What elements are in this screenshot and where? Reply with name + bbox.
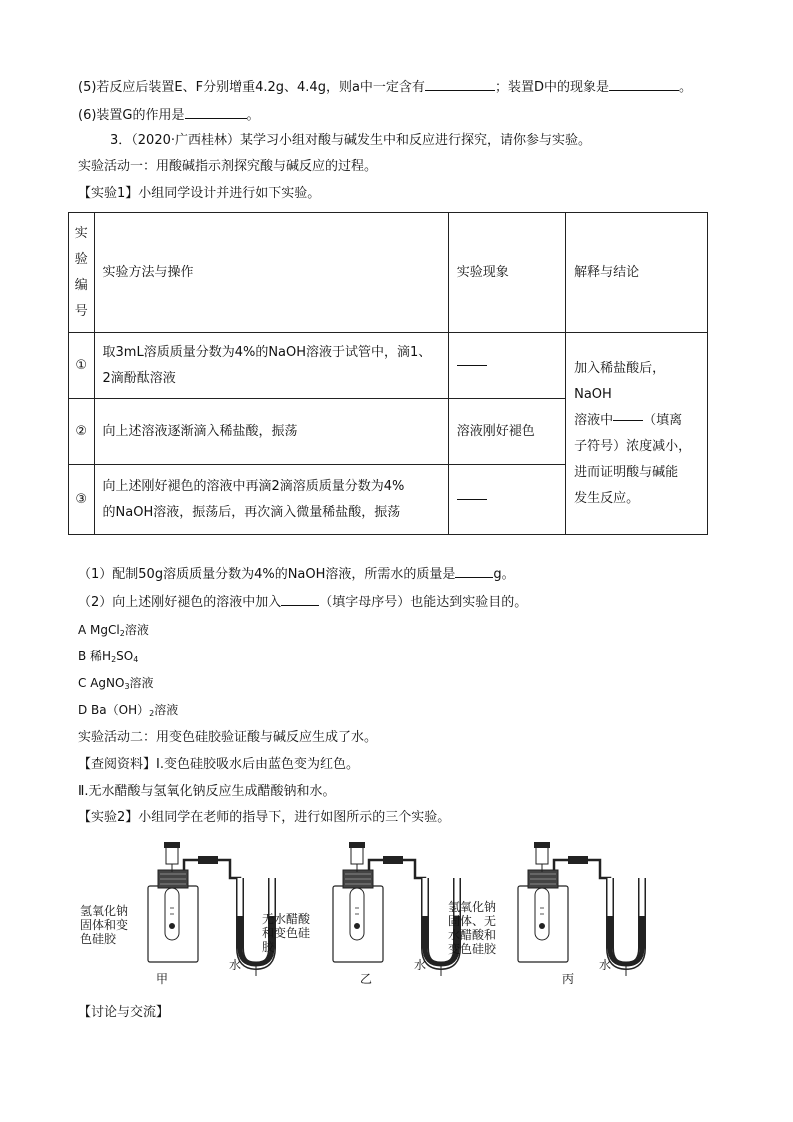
option-a[interactable]: A MgCl$_2$溶液	[78, 623, 149, 638]
label-line: 水醋酸和	[448, 928, 497, 942]
conclusion-line: 发生反应。	[574, 490, 640, 506]
row-number: ①	[69, 333, 95, 399]
experiment-2-title: 【实验2】小组同学在老师的指导下，进行如图所示的三个实验。	[78, 810, 451, 825]
answer-blank[interactable]	[281, 591, 319, 606]
water-label: 水	[229, 958, 242, 972]
reference-info-1: 【查阅资料】Ⅰ.变色硅胶吸水后由蓝色变为红色。	[78, 757, 359, 772]
apparatus-figure	[60, 838, 680, 988]
question-5: (5)若反应后装置E、F分别增重4.2g、4.4g，则a中一定含有 ；装置D中的现象是 。	[78, 76, 692, 98]
row-number: ③	[69, 465, 95, 535]
header-conclusion: 解释与结论	[566, 213, 708, 333]
problem-3-title: 3．（2020·广西桂林）某学习小组对酸与碱发生中和反应进行探究，请你参与实验。	[110, 133, 591, 148]
apparatus-drawing	[60, 838, 680, 988]
method-line: 向上述刚好褪色的溶液中再滴2滴溶质质量分数为4%	[102, 478, 405, 494]
reference-info-2: Ⅱ.无水醋酸与氢氧化钠反应生成醋酸钠和水。	[78, 784, 336, 799]
answer-blank[interactable]	[457, 499, 487, 500]
question-6: (6)装置G的作用是 。	[78, 104, 260, 126]
row-number: ②	[69, 399, 95, 465]
setup-yi-label	[262, 912, 310, 954]
conclusion-line: 进而证明酸与碱能	[574, 464, 679, 480]
option-b[interactable]: B 稀$H_2SO_4$	[78, 649, 139, 664]
header-number	[69, 213, 95, 333]
question-2: （2）向上述刚好褪色的溶液中加入 （填字母序号）也能达到实验目的。	[78, 591, 527, 613]
label-line: 无水醋酸	[262, 912, 311, 926]
method-line: 的NaOH溶液，振荡后，再次滴入微量稀盐酸，振荡	[102, 504, 401, 520]
label-line: 固体和变	[80, 918, 129, 932]
answer-blank[interactable]	[455, 563, 493, 578]
option-d[interactable]: D $Ba(OH)_2$溶液	[78, 703, 179, 718]
label-line: 和变色硅	[262, 926, 311, 940]
row-method	[94, 333, 448, 399]
table-row	[69, 333, 708, 399]
label-line: 色硅胶	[80, 932, 117, 946]
answer-blank[interactable]	[185, 104, 247, 119]
method-line: 2滴酚酞溶液	[102, 370, 176, 386]
label-line: 氢氧化钠	[80, 904, 129, 918]
row-conclusion	[566, 333, 708, 535]
water-label: 水	[599, 958, 612, 972]
header-char: 验	[74, 251, 88, 267]
water-label: 水	[414, 958, 427, 972]
conclusion-line: 加入稀盐酸后，NaOH	[574, 360, 666, 402]
setup-jia-label	[80, 904, 128, 946]
setup-bing-label	[448, 900, 496, 956]
experiment-table	[68, 212, 708, 535]
question-1: （1）配制50g溶质质量分数为4%的NaOH溶液，所需水的质量是 g。	[78, 563, 515, 585]
answer-blank[interactable]	[613, 420, 643, 421]
table-header-row	[69, 213, 708, 333]
row-method	[94, 465, 448, 535]
conclusion-line: 子符号）浓度减小，	[574, 438, 692, 454]
caption-yi: 乙	[360, 972, 373, 986]
label-line: 胶	[262, 940, 275, 954]
row-phenomenon[interactable]	[448, 333, 565, 399]
answer-blank[interactable]	[609, 76, 679, 91]
method-line: 取3mL溶质质量分数为4%的NaOH溶液于试管中，滴1、	[102, 344, 432, 360]
conclusion-line: 溶液中 （填离	[574, 412, 683, 428]
header-char: 号	[74, 303, 88, 319]
answer-blank[interactable]	[457, 365, 487, 366]
caption-bing: 丙	[562, 972, 575, 986]
option-c[interactable]: C AgNO$_3$溶液	[78, 676, 154, 691]
activity-2-title: 实验活动二：用变色硅胶验证酸与碱反应生成了水。	[78, 730, 378, 745]
row-phenomenon[interactable]	[448, 465, 565, 535]
answer-blank[interactable]	[425, 76, 495, 91]
header-char: 编	[74, 277, 88, 293]
label-line: 变色硅胶	[448, 942, 497, 956]
experiment-1-title: 【实验1】小组同学设计并进行如下实验。	[78, 186, 321, 201]
header-method: 实验方法与操作	[94, 213, 448, 333]
discussion-title: 【讨论与交流】	[78, 1005, 170, 1020]
header-char: 实	[74, 225, 88, 241]
label-line: 固体、无	[448, 914, 497, 928]
row-phenomenon: 溶液刚好褪色	[448, 399, 565, 465]
caption-jia: 甲	[156, 972, 169, 986]
activity-1-title: 实验活动一：用酸碱指示剂探究酸与碱反应的过程。	[78, 159, 378, 174]
row-method: 向上述溶液逐渐滴入稀盐酸，振荡	[94, 399, 448, 465]
header-phenomenon: 实验现象	[448, 213, 565, 333]
label-line: 氢氧化钠	[448, 900, 497, 914]
